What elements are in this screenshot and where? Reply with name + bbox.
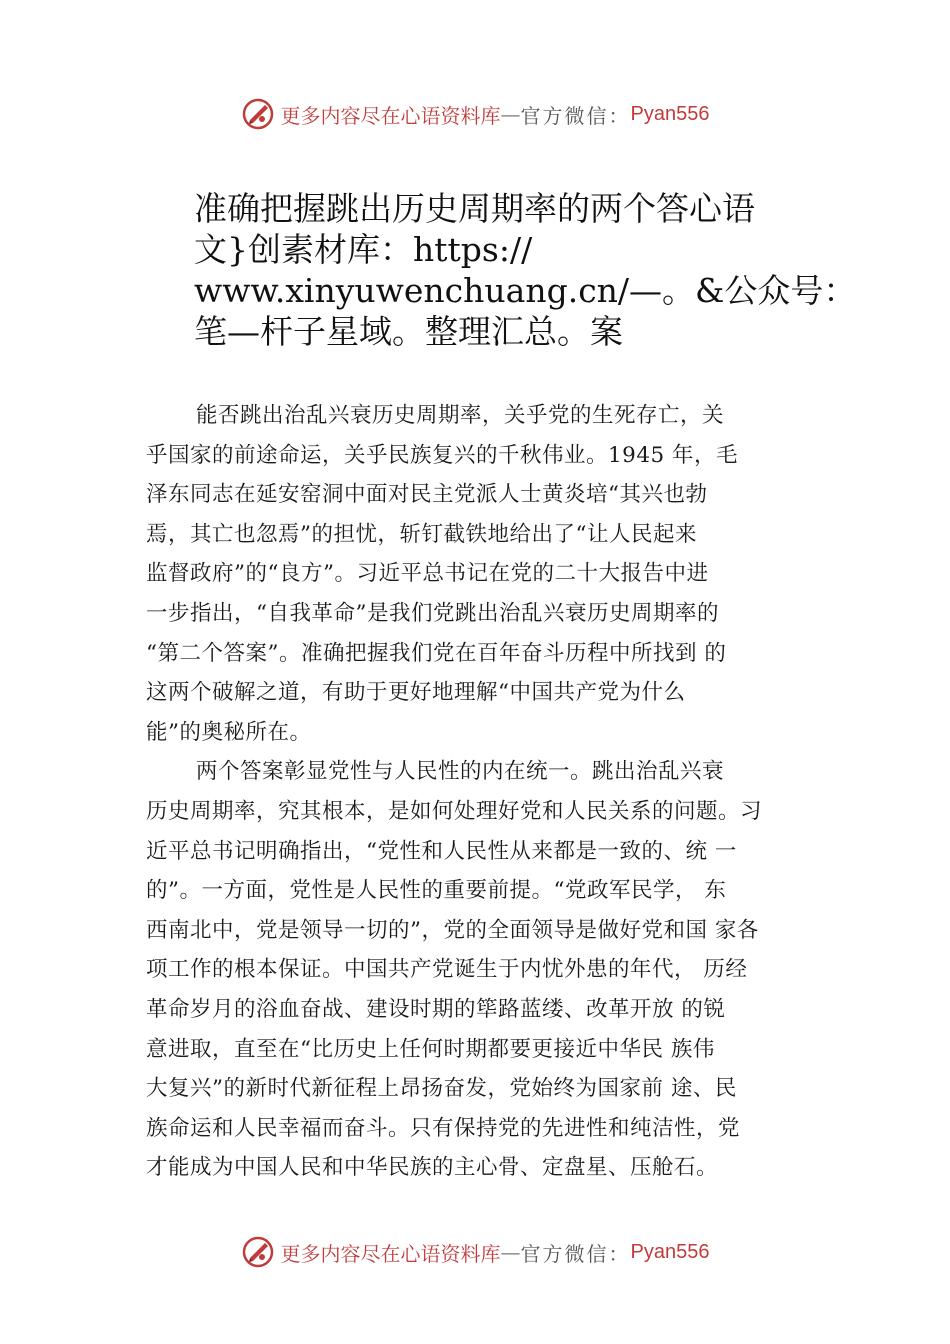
footer-banner: [0, 1232, 950, 1272]
paragraph-line: 能否跳出治乱兴衰历史周期率，关乎党的生死存亡，关: [196, 403, 725, 428]
header-dash: —: [500, 102, 521, 126]
paragraph-line: 族命运和人民幸福而奋斗。只有保持党的先进性和纯洁性，党: [146, 1115, 741, 1141]
header-wechat-id: Pyan556: [630, 102, 710, 125]
paragraph-line: 才能成为中国人民和中华民族的主心骨、定盘星、压舱石。: [146, 1155, 719, 1181]
footer-dash: —: [500, 1240, 521, 1264]
title-line: www.xinyuwenchuang.cn/—。&公众号：: [194, 271, 857, 310]
paragraph-line: 西南北中，党是领导一切的”，党的全面领导是做好党和国 家各: [146, 917, 759, 943]
paragraph-line: 的”。一方面，党性是人民性的重要前提。“党政军民学， 东: [146, 878, 727, 904]
title-line: 准确把握跳出历史周期率的两个答心语: [194, 189, 755, 228]
paragraph-line: 革命岁月的浴血奋战、建设时期的筚路蓝缕、改革开放 的锐: [146, 996, 726, 1022]
title-line: 笔—杆子星域。整理汇总。案: [194, 312, 623, 351]
paragraph-line: 监督政府”的“良方”。习近平总书记在党的二十大报告中进: [146, 561, 709, 587]
footer-wechat-id: Pyan556: [630, 1240, 710, 1263]
brand-logo-icon: [241, 97, 275, 131]
header-banner: [0, 94, 950, 134]
paragraph-line: 一步指出，“自我革命”是我们党跳出治乱兴衰历史周期率的: [146, 600, 719, 626]
paragraph-line: 这两个破解之道，有助于更好地理解“中国共产党为什么: [146, 680, 686, 706]
paragraph-line: “第二个答案”。准确把握我们党在百年奋斗历程中所找到 的: [146, 640, 727, 666]
title-line: 文}创素材库：https://: [194, 230, 533, 269]
paragraph-line: 乎国家的前途命运，关乎民族复兴的千秋伟业。1945 年，毛: [146, 442, 739, 468]
paragraph-line: 大复兴”的新时代新征程上昂扬奋发，党始终为国家前 途、民: [146, 1076, 737, 1102]
paragraph-line: 项工作的根本保证。中国共产党诞生于内忧外患的年代， 历经: [146, 957, 748, 983]
paragraph-line: 近平总书记明确指出，“党性和人民性从来都是一致的、统 一: [146, 838, 737, 864]
footer-wechat-label: 官方微信：: [520, 1241, 631, 1266]
paragraph-line: 两个答案彰显党性与人民性的内在统一。跳出治乱兴衰: [196, 759, 725, 785]
paragraph-line: 能”的奥秘所在。: [146, 719, 312, 745]
document-title: [194, 188, 857, 352]
paragraph-line: 历史周期率，究其根本，是如何处理好党和人民关系的问题。习: [146, 798, 763, 824]
header-wechat-label: 官方微信：: [520, 103, 631, 128]
brand-logo-icon: [241, 1235, 275, 1269]
paragraph-line: 焉，其亡也忽焉”的担忧，斩钉截铁地给出了“让人民起来: [146, 521, 697, 547]
header-brand-text: 更多内容尽在心语资料库: [280, 103, 501, 128]
paragraph-line: 意进取，直至在“比历史上任何时期都要更接近中华民 族伟: [146, 1036, 715, 1062]
paragraph-line: 泽东同志在延安窑洞中面对民主党派人士黄炎培“其兴也勃: [146, 482, 708, 508]
document-body: [146, 396, 836, 1188]
footer-brand-text: 更多内容尽在心语资料库: [280, 1241, 501, 1266]
